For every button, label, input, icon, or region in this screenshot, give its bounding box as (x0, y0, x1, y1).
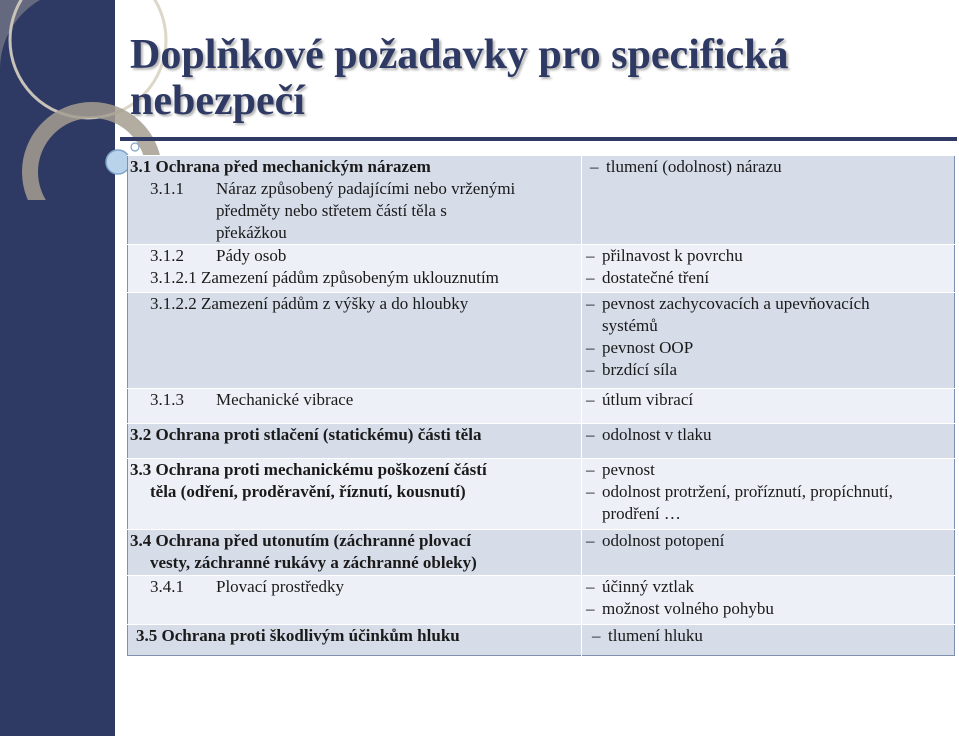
hazard-cell (128, 459, 582, 530)
hazard-cell (128, 530, 582, 576)
hazard-cell (128, 424, 582, 459)
requirement-item-cont: systémů (602, 316, 658, 335)
hazard-heading: 3.5 Ochrana proti škodlivým účinkům hluku (136, 626, 460, 645)
requirement-item: – odolnost protržení, proříznutí, propíchnutí, (582, 481, 954, 503)
requirements-table (127, 155, 955, 656)
requirement-item: – pevnost zachycovacích a upevňovacích (582, 293, 954, 315)
requirement-item: – tlumení (odolnost) nárazu (586, 156, 954, 178)
table-row (128, 389, 955, 424)
hazard-heading-cont: vesty, záchranné rukávy a záchranné obleky) (150, 553, 477, 572)
requirement-item: – brzdící síla (582, 359, 954, 381)
requirement-item: – možnost volného pohybu (582, 598, 954, 620)
requirement-cell (582, 576, 955, 625)
table-row (128, 156, 955, 245)
requirement-cell (582, 530, 955, 576)
requirement-item: – tlumení hluku (588, 625, 954, 647)
hazard-heading: 3.1 Ochrana před mechanickým nárazem (130, 157, 431, 176)
requirement-item: – pevnost OOP (582, 337, 954, 359)
requirement-cell (582, 156, 955, 245)
table-row (128, 245, 955, 293)
hazard-heading: 3.3 Ochrana proti mechanickému poškození částí (130, 460, 487, 479)
table-row (128, 424, 955, 459)
hazard-heading: 3.4 Ochrana před utonutím (záchranné plovací (130, 531, 471, 550)
requirement-item-cont: prodření … (602, 504, 681, 523)
slide-title: Doplňkové požadavky pro specifická nebezpečí (130, 32, 789, 124)
table-row (128, 530, 955, 576)
table-row (128, 625, 955, 656)
hazard-subitem: 3.1.2.2 Zamezení pádům z výšky a do hloubky (150, 294, 469, 313)
hazard-cell (128, 389, 582, 424)
requirement-item: – pevnost (582, 459, 954, 481)
hazard-cell (128, 576, 582, 625)
hazard-subitem: 3.1.1 Náraz způsobený padajícími nebo vrženými (150, 179, 516, 198)
requirement-cell (582, 459, 955, 530)
table-row (128, 459, 955, 530)
requirement-item: – přilnavost k povrchu (582, 245, 954, 267)
hazard-subitem: 3.1.3 Mechanické vibrace (150, 390, 354, 409)
hazard-subitem: 3.4.1 Plovací prostředky (150, 577, 344, 596)
hazard-subitem-cont: překážkou (216, 223, 287, 242)
hazard-subitem: 3.1.2 Pády osob (150, 246, 287, 265)
table-row (128, 293, 955, 389)
requirement-cell (582, 424, 955, 459)
requirement-item: – odolnost v tlaku (582, 424, 954, 446)
requirement-item: – dostatečné tření (582, 267, 954, 289)
hazard-heading: 3.2 Ochrana proti stlačení (statickému) části těla (130, 425, 482, 444)
requirement-item: – odolnost potopení (582, 530, 954, 552)
table-row (128, 576, 955, 625)
hazard-cell (128, 245, 582, 293)
requirement-item: – útlum vibrací (582, 389, 954, 411)
requirement-cell (582, 245, 955, 293)
hazard-heading-cont: těla (odření, proděravění, říznutí, kousnutí) (150, 482, 466, 501)
hazard-subitem: 3.1.2.1 Zamezení pádům způsobeným uklouznutím (150, 268, 499, 287)
requirement-cell (582, 389, 955, 424)
hazard-subitem-cont: předměty nebo střetem částí těla s (216, 201, 447, 220)
hazard-cell (128, 625, 582, 656)
hazard-cell (128, 293, 582, 389)
requirement-item: – účinný vztlak (582, 576, 954, 598)
requirement-cell (582, 625, 955, 656)
hazard-cell (128, 156, 582, 245)
title-underline (120, 137, 957, 141)
requirement-cell (582, 293, 955, 389)
